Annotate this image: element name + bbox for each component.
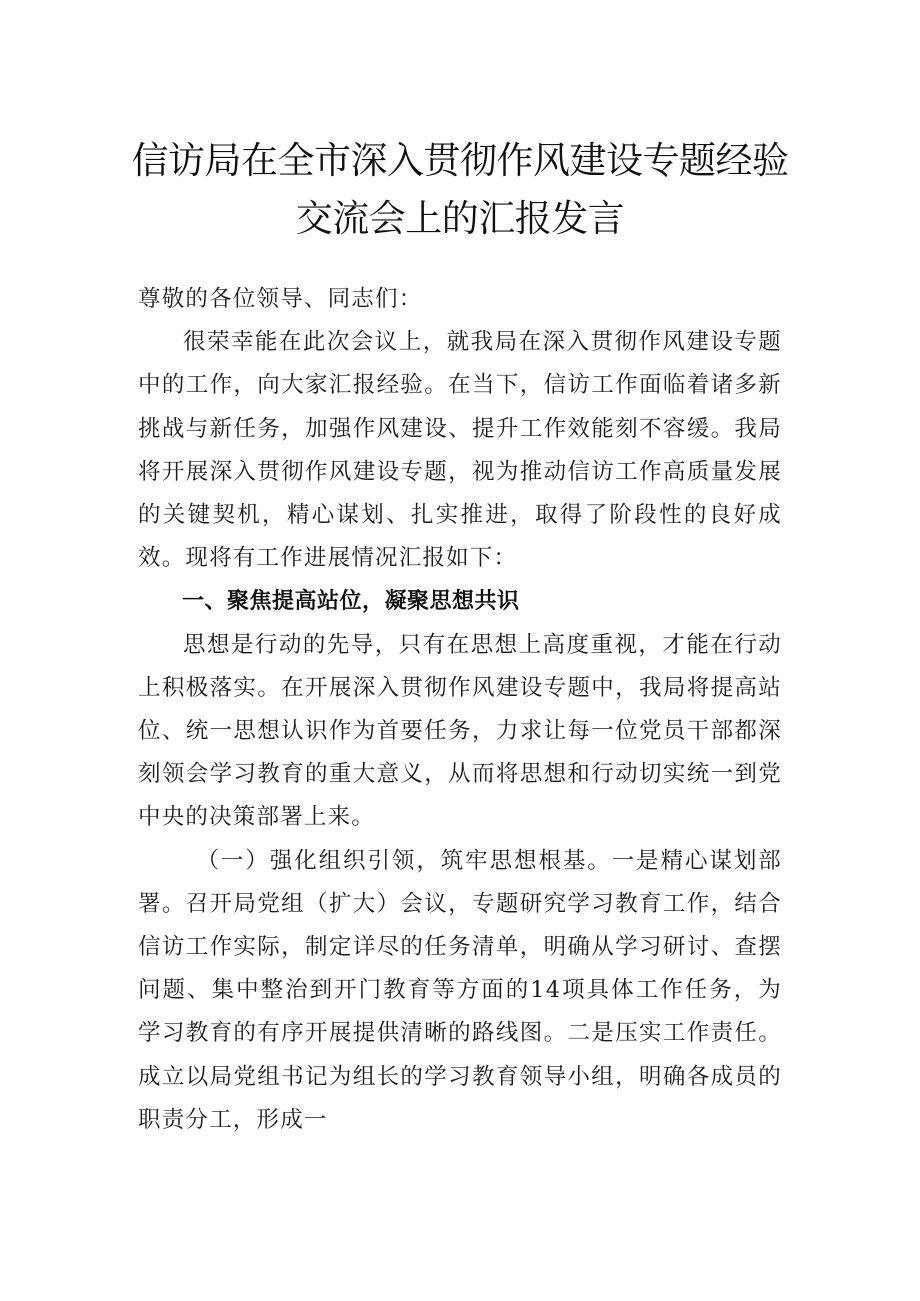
intro-paragraph: 很荣幸能在此次会议上，就我局在深入贯彻作风建设专题中的工作，向大家汇报经验。在当下，信访工作面临着诸多新挑战与新任务，加强作风建设、提升工作效能刻不容缓。我局将开展深入贯彻作风建设专题，视为推动信访工作高质量发展的关键契机，精心谋划、扎实推进，取得了阶段性的良好成效。现将有工作进展情况汇报如下：: [138, 329, 782, 572]
title-line-1: 信访局在全市深入贯彻作风建设专题经验: [131, 139, 789, 182]
salutation: 尊敬的各位领导、同志们：: [138, 286, 423, 312]
section-1-heading: 一、聚焦提高站位，凝聚思想共识: [182, 589, 520, 615]
title-line-2: 交流会上的汇报发言: [295, 197, 625, 240]
document-title: [108, 132, 812, 248]
subsection-1-paragraph: （一）强化组织引领，筑牢思想根基。一是精心谋划部署。召开局党组（扩大）会议，专题研究学习教育工作，结合信访工作实际，制定详尽的任务清单，明确从学习研讨、查摆问题、集中整治到开门教育等方面的14项具体工作任务，为学习教育的有序开展提供清晰的路线图。二是压实工作责任。成立以局党组书记为组长的学习教育领导小组，明确各成员的职责分工，形成一: [138, 847, 782, 1133]
document-body: [138, 278, 782, 1142]
section-1-paragraph: 思想是行动的先导，只有在思想上高度重视，才能在行动上积极落实。在开展深入贯彻作风建设专题中，我局将提高站位、统一思想认识作为首要任务，力求让每一位党员干部都深刻领会学习教育的重大意义，从而将思想和行动切实统一到党中央的决策部署上来。: [138, 631, 782, 831]
